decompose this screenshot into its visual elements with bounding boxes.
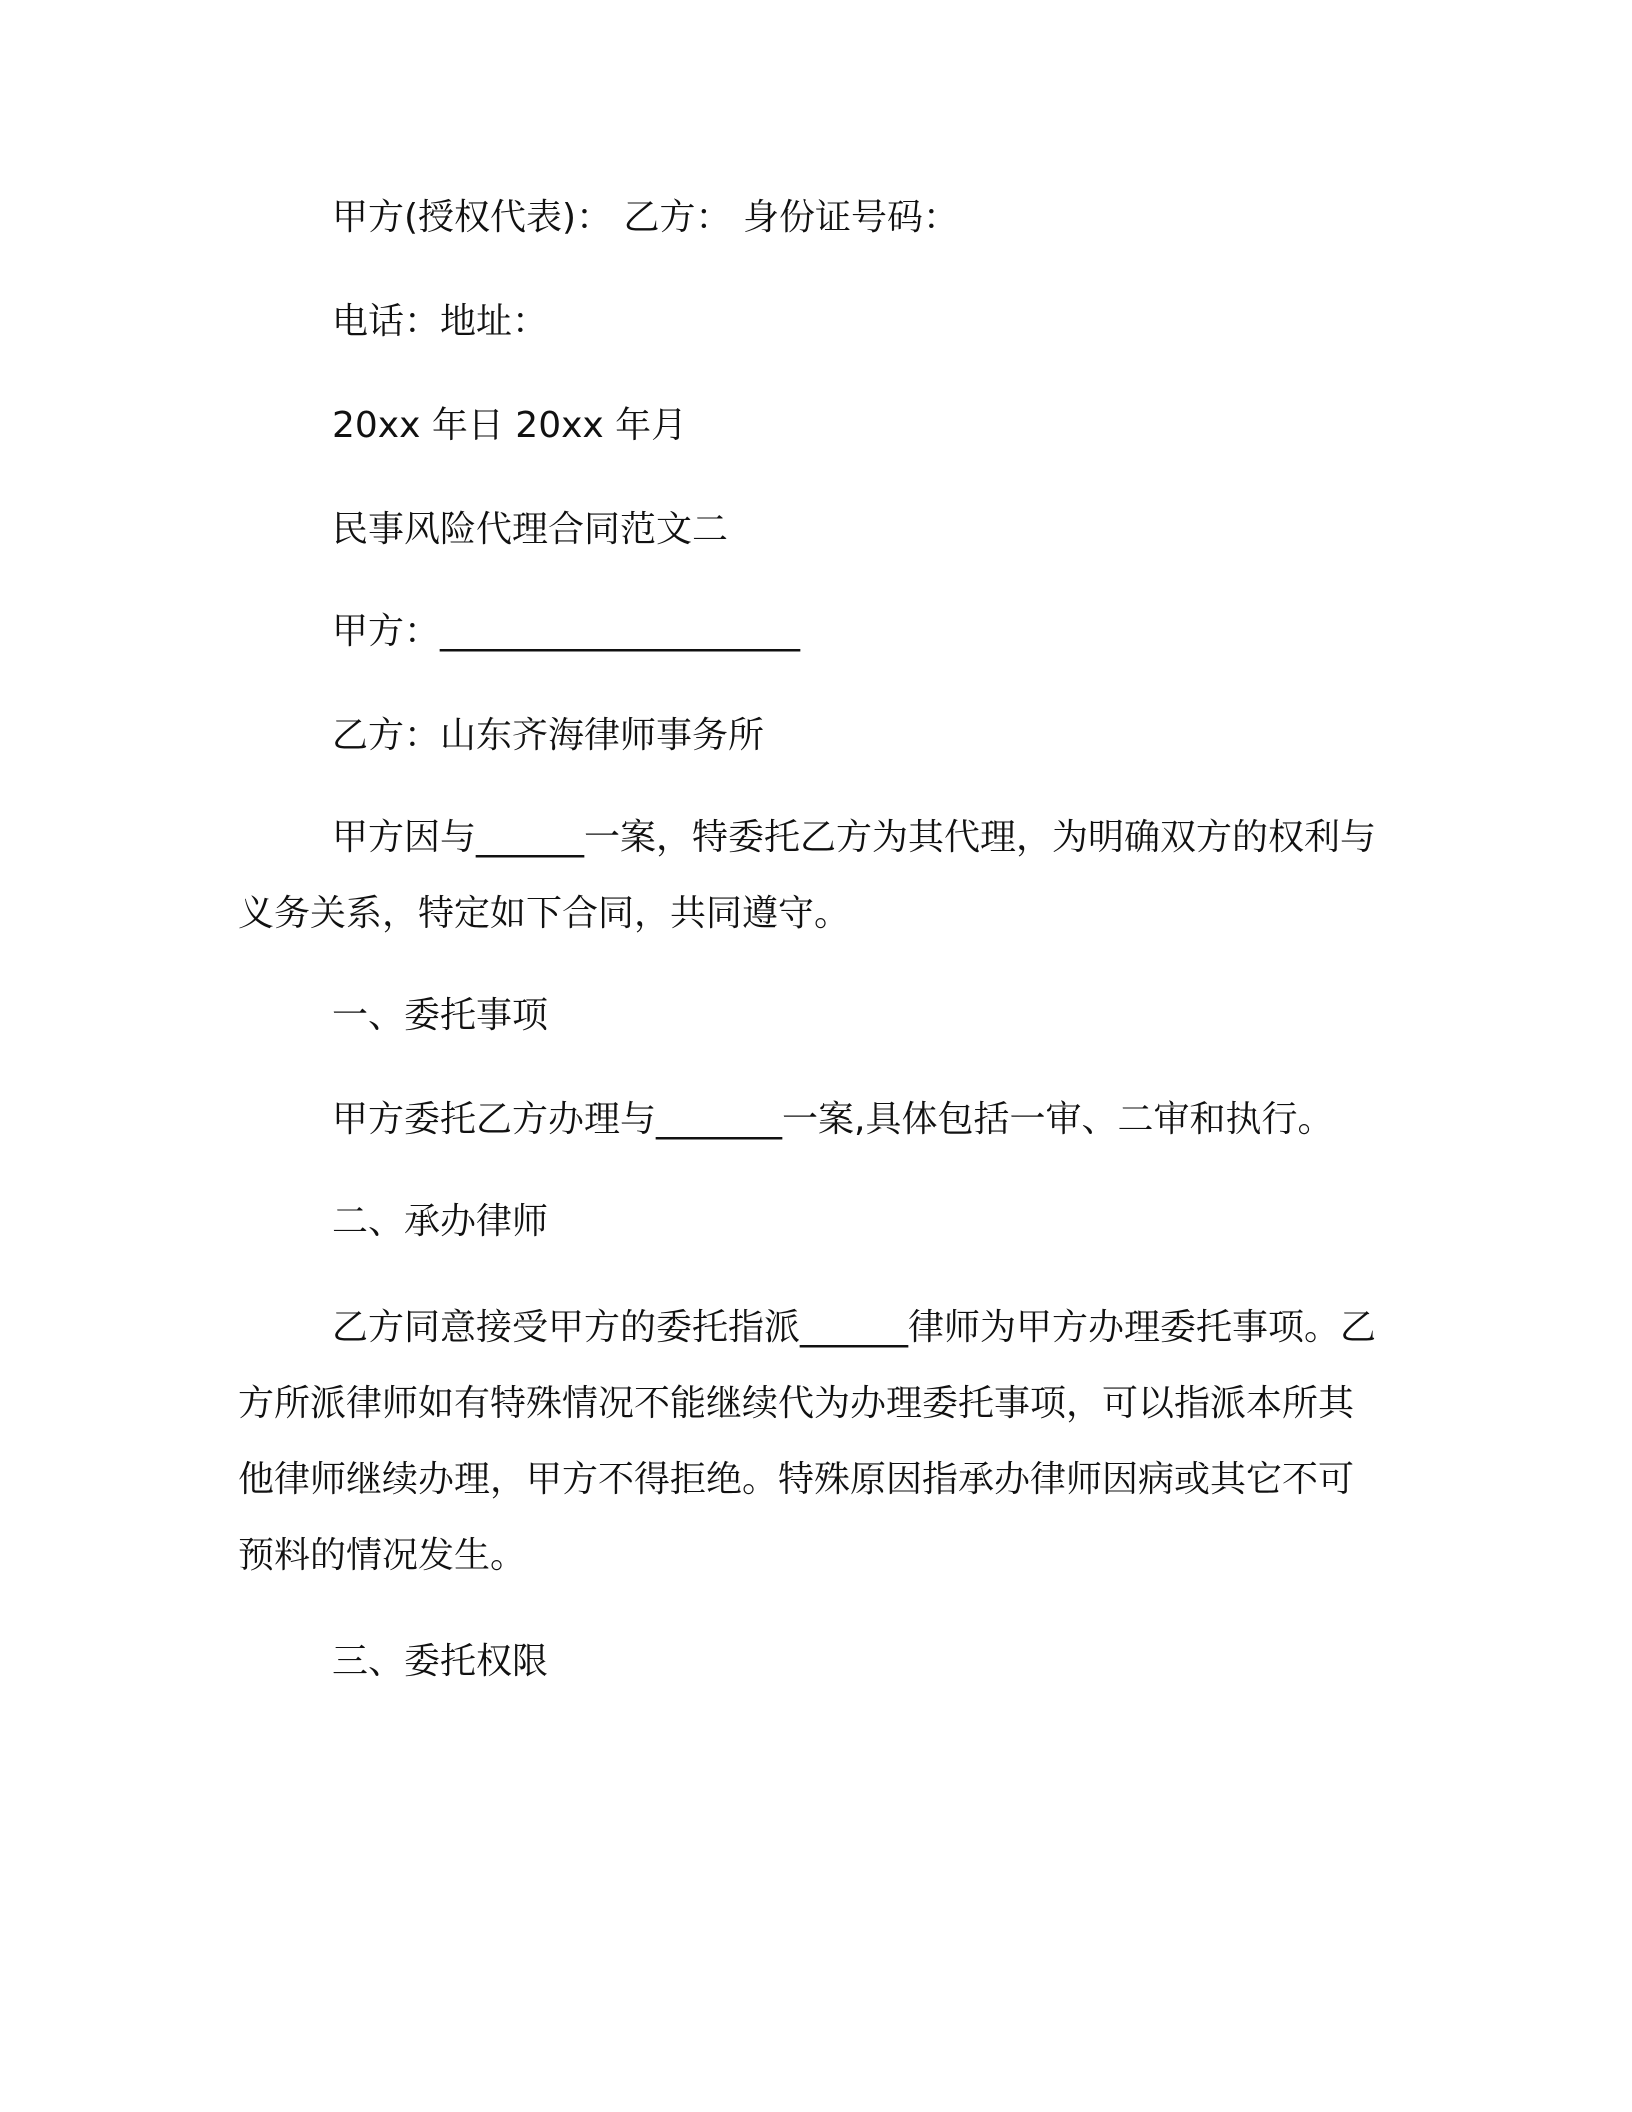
party-a-line: 甲方：____________________ [332,611,801,652]
section-2-heading: 二、承办律师 [332,1201,549,1242]
party-b-line: 乙方：山东齐海律师事务所 [332,715,765,756]
contact-line: 电话：地址： [332,301,549,342]
date-line: 20xx 年日 20xx 年月 [332,405,688,446]
party-info-line: 甲方(授权代表)： 乙方： 身份证号码： [332,197,959,238]
section-2-paragraph: 乙方同意接受甲方的委托指派______律师为甲方办理委托事项。乙方所派律师如有特殊情况不能继续代为办理委托事项，可以指派本所其他律师继续办理，甲方不得拒绝。特殊原因指承办律师因病或其它不可预料的情况发生。 [238,1307,1377,1576]
section-3-heading: 三、委托权限 [332,1641,549,1682]
section-1-body: 甲方委托乙方办理与_______一案,具体包括一审、二审和执行。 [332,1099,1334,1140]
intro-paragraph: 甲方因与______一案，特委托乙方为其代理，为明确双方的权利与义务关系，特定如下合同，共同遵守。 [238,817,1377,934]
document-title: 民事风险代理合同范文二 [332,509,729,550]
section-1-heading: 一、委托事项 [332,995,549,1036]
